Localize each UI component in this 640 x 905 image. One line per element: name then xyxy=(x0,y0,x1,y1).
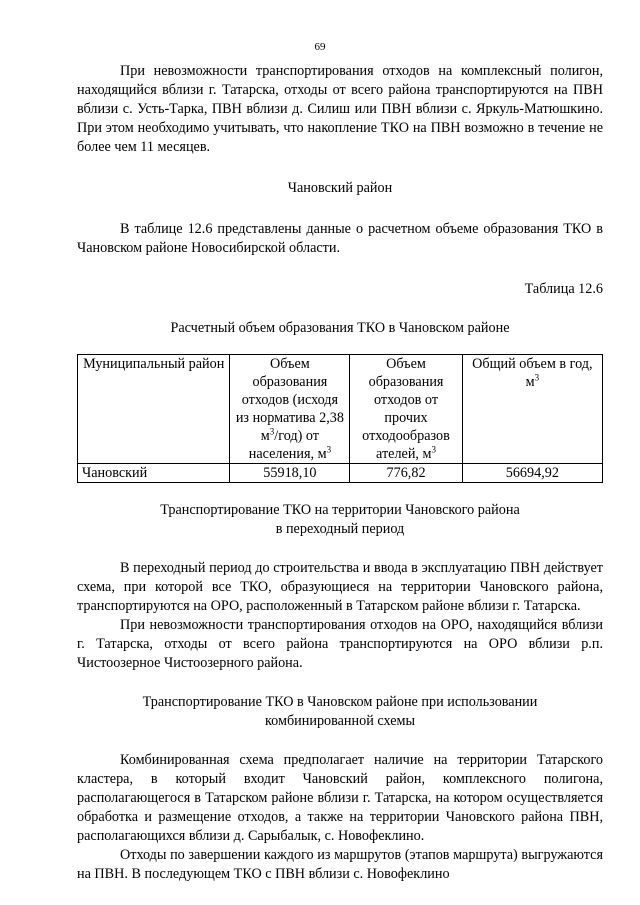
header-population-volume: Объем образования отходов (исходя из норматива 2,38 $м^3/год$) от населения, $м^3$ xyxy=(230,355,350,464)
cell-other-volume: 776,82 xyxy=(350,464,462,483)
section-heading-transport-line2: в переходный период xyxy=(275,521,405,537)
page-number: 69 xyxy=(314,41,326,53)
cell-district: Чановский xyxy=(78,464,230,483)
waste-volume-table xyxy=(77,354,603,483)
section-heading-combined-line2: комбинированной схемы xyxy=(264,713,416,729)
header-other-volume: Объем образования отходов от прочих отходообразов ателей, $м^3$ xyxy=(350,355,462,464)
section-heading-chanovsky: Чановский район xyxy=(287,180,393,196)
paragraph-combined-scheme: Комбинированная схема предполагает наличие на территории Татарского кластера, в который входит Чановский район, комплексного полигона, располагающегося в Татарском районе вблизи г. Татарска, на котором осуществляется обработка и размещение отходов, а также на территории Чановского района ПВН, располагающихся вблизи д. Сарыбалык, с. Новофеклино. xyxy=(77,752,603,844)
cell-population-volume: 55918,10 xyxy=(230,464,350,483)
header-total-volume: Общий объем в год, $м^3$ xyxy=(462,355,602,464)
paragraph-table-intro: В таблице 12.6 представлены данные о расчетном объеме образования ТКО в Чановском районе Новосибирской области. xyxy=(77,221,603,256)
cell-total-volume: 56694,92 xyxy=(462,464,602,483)
section-heading-combined-line1: Транспортирование ТКО в Чановском районе при использовании xyxy=(142,694,538,710)
document-body xyxy=(77,62,603,884)
section-heading-transport-line1: Транспортирование ТКО на территории Чановского района xyxy=(160,502,520,518)
table-row xyxy=(78,464,603,483)
table-header-row xyxy=(78,355,603,464)
header-municipal-district: Муниципальный район xyxy=(78,355,230,464)
table-label: Таблица 12.6 xyxy=(524,281,603,297)
paragraph-transition-alternative: При невозможности транспортирования отходов на ОРО, находящийся вблизи г. Татарска, отходы от всего района транспортируются на ОРО вблизи р.п. Чистоозерное Чистоозерного района. xyxy=(77,617,603,671)
paragraph-route-unloading: Отходы по завершении каждого из маршрутов (этапов маршрута) выгружаются на ПВН. В последующем ТКО с ПВН вблизи с. Новофеклино xyxy=(77,847,603,882)
table-title: Расчетный объем образования ТКО в Чановском районе xyxy=(170,320,510,336)
paragraph-transition-scheme: В переходный период до строительства и ввода в эксплуатацию ПВН действует схема, при которой все ТКО, образующиеся на территории Чановского района, транспортируются на ОРО, расположенный в Татарском районе вблизи г. Татарска. xyxy=(77,560,603,614)
paragraph-landfill-alternative: При невозможности транспортирования отходов на комплексный полигон, находящийся вблизи г. Татарска, отходы от всего района транспортируются на ПВН вблизи с. Усть-Тарка, ПВН вблизи д. Силиш или ПВН вблизи с. Яркуль-Матюшкино. При этом необходимо учитывать, что накопление ТКО на ПВН возможно в течение не более чем 11 месяцев. xyxy=(77,63,603,155)
